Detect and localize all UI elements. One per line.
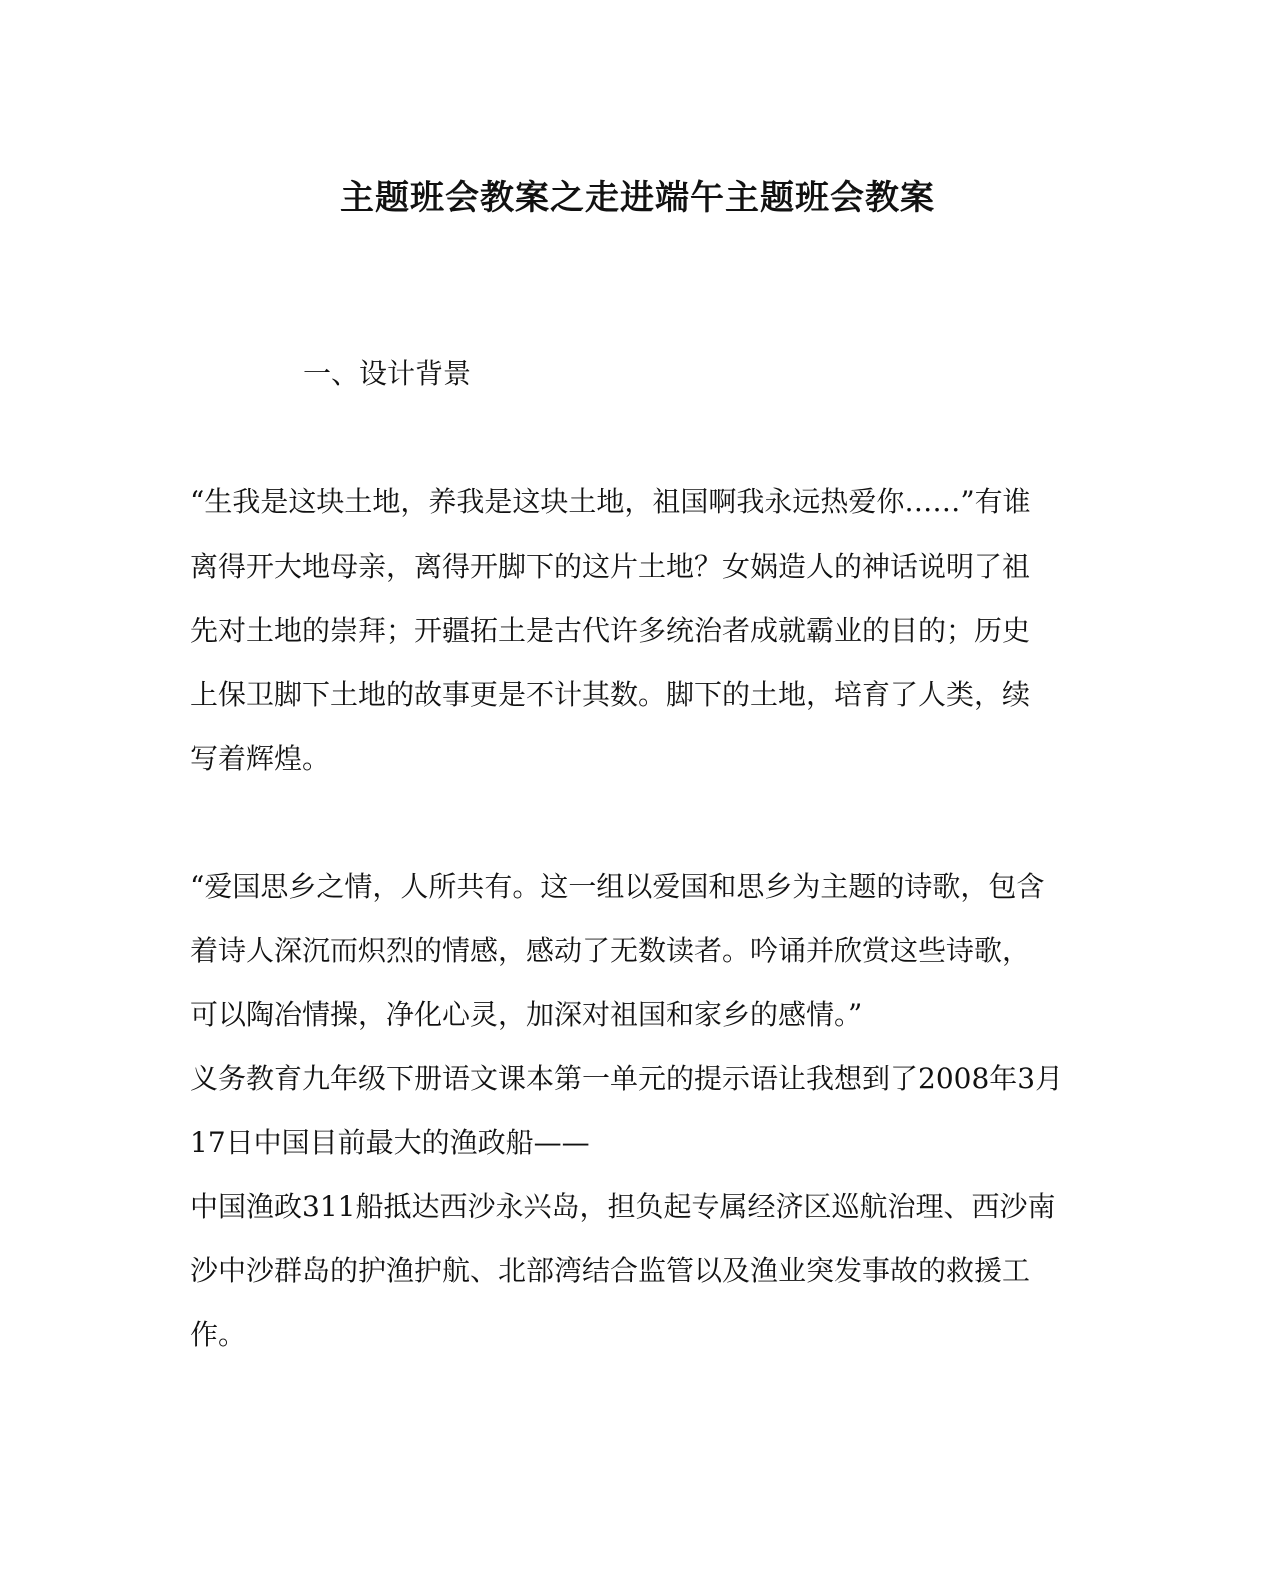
paragraph-4-line-2: 沙中沙群岛的护渔护航、北部湾结合监管以及渔业突发事故的救援工: [190, 1254, 1031, 1287]
paragraph-2-line-1: “爱国思乡之情，人所共有。这一组以爱国和思乡为主题的诗歌，包含: [190, 870, 1045, 903]
paragraph-2-line-3: 可以陶冶情操，净化心灵，加深对祖国和家乡的感情。”: [190, 998, 863, 1031]
paragraph-1-line-5: 写着辉煌。: [190, 742, 331, 775]
paragraph-2-line-2: 着诗人深沉而炽烈的情感，感动了无数读者。吟诵并欣赏这些诗歌，: [190, 934, 1031, 967]
paragraph-3-line-1: 义务教育九年级下册语文课本第一单元的提示语让我想到了2008年3月: [190, 1062, 1064, 1095]
paragraph-4-line-1: 中国渔政311船抵达西沙永兴岛，担负起专属经济区巡航治理、西沙南: [190, 1190, 1056, 1223]
paragraph-1-line-2: 离得开大地母亲，离得开脚下的这片土地？女娲造人的神话说明了祖: [190, 550, 1031, 583]
paragraph-1-line-3: 先对土地的崇拜；开疆拓土是古代许多统治者成就霸业的目的；历史: [190, 614, 1031, 647]
paragraph-3-line-2: 17日中国目前最大的渔政船——: [190, 1126, 590, 1159]
document-title: 主题班会教案之走进端午主题班会教案: [340, 178, 935, 218]
paragraph-1-line-1: “生我是这块土地，养我是这块土地，祖国啊我永远热爱你……”有谁: [190, 485, 1031, 518]
paragraph-1-line-4: 上保卫脚下土地的故事更是不计其数。脚下的土地，培育了人类，续: [190, 678, 1031, 711]
paragraph-4-line-3: 作。: [190, 1318, 247, 1351]
section-heading: 一、设计背景: [303, 357, 472, 390]
